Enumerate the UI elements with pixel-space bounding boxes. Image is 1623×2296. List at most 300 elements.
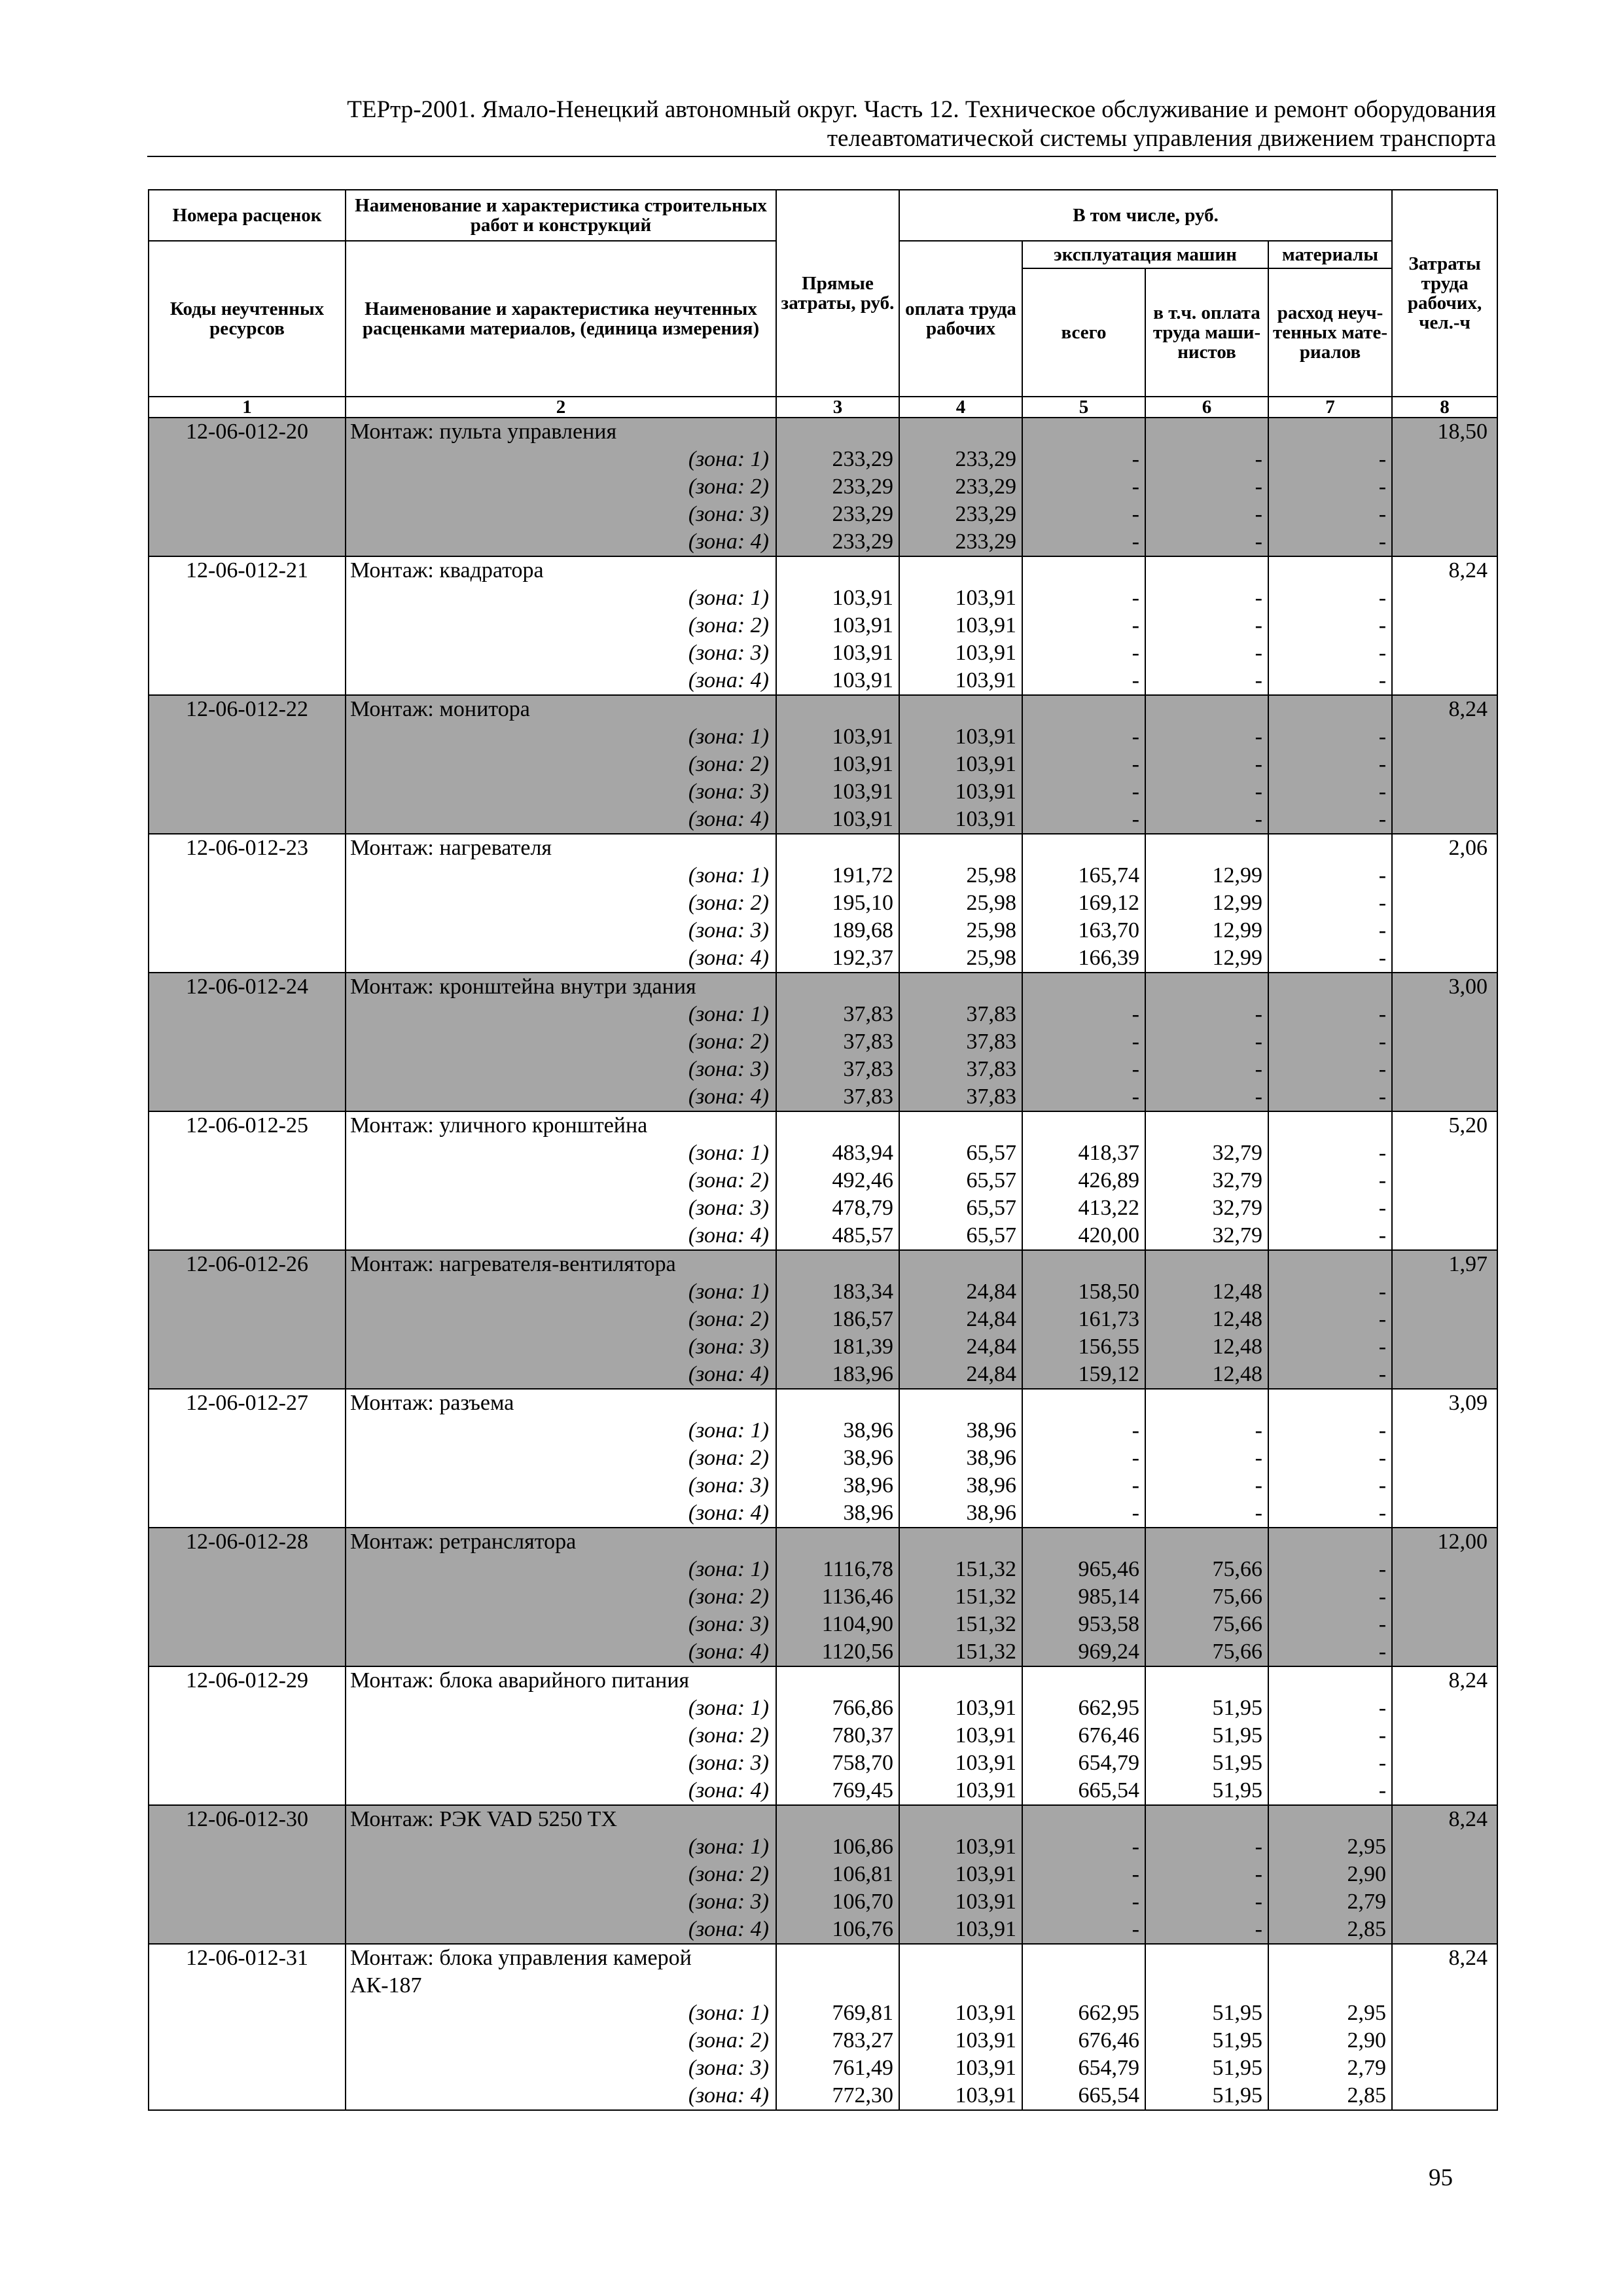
empty-cell xyxy=(1268,834,1392,862)
empty-cell xyxy=(149,1583,346,1611)
worker-pay: 38,96 xyxy=(899,1417,1022,1444)
empty-cell xyxy=(1145,1972,1268,2000)
header-worker-pay: оплата труда рабочих xyxy=(899,241,1022,397)
empty-cell xyxy=(1392,2082,1497,2110)
empty-cell xyxy=(1268,1805,1392,1833)
direct-costs: 780,37 xyxy=(776,1722,899,1749)
table-row xyxy=(149,1722,1497,1749)
material-consumption: - xyxy=(1268,1556,1392,1583)
empty-cell xyxy=(1022,1972,1145,2000)
zone-label: (зона: 1) xyxy=(346,446,776,473)
worker-pay: 37,83 xyxy=(899,1028,1022,1056)
machinist-pay: - xyxy=(1145,1056,1268,1083)
machinist-pay: - xyxy=(1145,1444,1268,1472)
machines-total: - xyxy=(1022,667,1145,695)
empty-cell xyxy=(1145,973,1268,1001)
empty-cell xyxy=(1392,1333,1497,1361)
machinist-pay: - xyxy=(1145,1083,1268,1111)
direct-costs: 233,29 xyxy=(776,501,899,528)
header-machines-total: всего xyxy=(1022,268,1145,397)
empty-cell xyxy=(1022,556,1145,584)
zone-label: (зона: 2) xyxy=(346,473,776,501)
worker-pay: 37,83 xyxy=(899,1056,1022,1083)
material-consumption: - xyxy=(1268,751,1392,778)
empty-cell xyxy=(149,1194,346,1222)
direct-costs: 761,49 xyxy=(776,2054,899,2082)
machines-total: 665,54 xyxy=(1022,2082,1145,2110)
machines-total: - xyxy=(1022,473,1145,501)
empty-cell xyxy=(1392,667,1497,695)
table-row xyxy=(149,639,1497,667)
table-row xyxy=(149,1944,1497,1972)
worker-pay: 103,91 xyxy=(899,1695,1022,1722)
zone-label: (зона: 2) xyxy=(346,751,776,778)
page-header xyxy=(147,96,1496,153)
direct-costs: 106,70 xyxy=(776,1888,899,1916)
machines-total: 662,95 xyxy=(1022,2000,1145,2027)
empty-cell xyxy=(776,1666,899,1695)
table-row xyxy=(149,1333,1497,1361)
empty-cell xyxy=(1145,1528,1268,1556)
empty-cell xyxy=(1392,473,1497,501)
work-name: Монтаж: ретранслятора xyxy=(346,1528,776,1556)
zone-label: (зона: 4) xyxy=(346,1083,776,1111)
machines-total: 156,55 xyxy=(1022,1333,1145,1361)
worker-pay: 65,57 xyxy=(899,1194,1022,1222)
rate-code: 12-06-012-22 xyxy=(149,695,346,723)
table-row xyxy=(149,1749,1497,1777)
rate-group xyxy=(149,418,1497,556)
empty-cell xyxy=(899,834,1022,862)
material-consumption: - xyxy=(1268,1749,1392,1777)
material-consumption: - xyxy=(1268,723,1392,751)
worker-pay: 65,57 xyxy=(899,1222,1022,1250)
empty-cell xyxy=(1392,1306,1497,1333)
rate-group xyxy=(149,973,1497,1111)
empty-cell xyxy=(899,1250,1022,1278)
empty-cell xyxy=(149,1749,346,1777)
empty-cell xyxy=(1392,1638,1497,1666)
material-consumption: - xyxy=(1268,1306,1392,1333)
empty-cell xyxy=(1392,778,1497,806)
zone-label: (зона: 3) xyxy=(346,1888,776,1916)
machinist-pay: 12,48 xyxy=(1145,1278,1268,1306)
machines-total: 965,46 xyxy=(1022,1556,1145,1583)
direct-costs: 106,81 xyxy=(776,1861,899,1888)
worker-pay: 103,91 xyxy=(899,1861,1022,1888)
table-row xyxy=(149,556,1497,584)
empty-cell xyxy=(149,1306,346,1333)
material-consumption: - xyxy=(1268,639,1392,667)
empty-cell xyxy=(1392,1056,1497,1083)
rate-code: 12-06-012-30 xyxy=(149,1805,346,1833)
empty-cell xyxy=(149,1888,346,1916)
machinist-pay: 51,95 xyxy=(1145,2000,1268,2027)
material-consumption: - xyxy=(1268,1139,1392,1167)
machines-total: 158,50 xyxy=(1022,1278,1145,1306)
table-row xyxy=(149,1167,1497,1194)
empty-cell xyxy=(1392,584,1497,612)
worker-pay: 25,98 xyxy=(899,944,1022,973)
zone-label: (зона: 2) xyxy=(346,612,776,639)
empty-cell xyxy=(1022,1250,1145,1278)
material-consumption: - xyxy=(1268,1417,1392,1444)
worker-pay: 151,32 xyxy=(899,1583,1022,1611)
direct-costs: 192,37 xyxy=(776,944,899,973)
machines-total: 166,39 xyxy=(1022,944,1145,973)
empty-cell xyxy=(149,1556,346,1583)
table-row xyxy=(149,917,1497,944)
empty-cell xyxy=(1145,695,1268,723)
direct-costs: 1116,78 xyxy=(776,1556,899,1583)
machinist-pay: 51,95 xyxy=(1145,2054,1268,2082)
empty-cell xyxy=(149,1722,346,1749)
rates-table xyxy=(148,189,1498,2111)
material-consumption: - xyxy=(1268,1194,1392,1222)
material-consumption: - xyxy=(1268,1638,1392,1666)
work-name: Монтаж: нагревателя-вентилятора xyxy=(346,1250,776,1278)
empty-cell xyxy=(1392,2054,1497,2082)
material-consumption: 2,95 xyxy=(1268,2000,1392,2027)
rate-code: 12-06-012-23 xyxy=(149,834,346,862)
worker-pay: 103,91 xyxy=(899,584,1022,612)
empty-cell xyxy=(1022,1666,1145,1695)
table-row xyxy=(149,1111,1497,1139)
empty-cell xyxy=(149,1695,346,1722)
worker-pay: 37,83 xyxy=(899,1083,1022,1111)
rate-code: 12-06-012-27 xyxy=(149,1389,346,1417)
table-row xyxy=(149,446,1497,473)
empty-cell xyxy=(776,973,899,1001)
header-machinist-pay: в т.ч. оплата труда маши-нистов xyxy=(1145,268,1268,397)
material-consumption: - xyxy=(1268,1028,1392,1056)
empty-cell xyxy=(776,1972,899,2000)
header-labor-costs: Затраты труда рабочих, чел.-ч xyxy=(1392,190,1497,397)
empty-cell xyxy=(149,1001,346,1028)
material-consumption: - xyxy=(1268,1361,1392,1389)
worker-pay: 65,57 xyxy=(899,1139,1022,1167)
empty-cell xyxy=(899,418,1022,446)
header-including: В том числе, руб. xyxy=(899,190,1392,241)
table-row xyxy=(149,973,1497,1001)
machinist-pay: 75,66 xyxy=(1145,1611,1268,1638)
material-consumption: - xyxy=(1268,473,1392,501)
empty-cell xyxy=(1392,889,1497,917)
empty-cell xyxy=(149,612,346,639)
direct-costs: 195,10 xyxy=(776,889,899,917)
direct-costs: 103,91 xyxy=(776,751,899,778)
zone-label: (зона: 4) xyxy=(346,1222,776,1250)
zone-label: (зона: 4) xyxy=(346,1499,776,1528)
worker-pay: 24,84 xyxy=(899,1306,1022,1333)
machines-total: 953,58 xyxy=(1022,1611,1145,1638)
empty-cell xyxy=(149,889,346,917)
material-consumption: - xyxy=(1268,667,1392,695)
table-row xyxy=(149,2027,1497,2054)
material-consumption: - xyxy=(1268,1777,1392,1805)
zone-label: (зона: 2) xyxy=(346,2027,776,2054)
table-row xyxy=(149,834,1497,862)
empty-cell xyxy=(1145,834,1268,862)
zone-label: (зона: 1) xyxy=(346,1417,776,1444)
empty-cell xyxy=(149,1167,346,1194)
col-number: 2 xyxy=(346,397,776,418)
empty-cell xyxy=(149,1333,346,1361)
zone-label: (зона: 4) xyxy=(346,806,776,834)
empty-cell xyxy=(1268,1250,1392,1278)
empty-cell xyxy=(149,723,346,751)
labor-cost: 18,50 xyxy=(1392,418,1497,446)
empty-cell xyxy=(1392,1222,1497,1250)
header-resource-codes: Коды неучтенных ресурсов xyxy=(149,241,346,397)
empty-cell xyxy=(776,695,899,723)
empty-cell xyxy=(1145,1666,1268,1695)
machinist-pay: 32,79 xyxy=(1145,1139,1268,1167)
empty-cell xyxy=(1022,1528,1145,1556)
empty-cell xyxy=(776,1389,899,1417)
worker-pay: 103,91 xyxy=(899,723,1022,751)
direct-costs: 769,81 xyxy=(776,2000,899,2027)
empty-cell xyxy=(1145,1944,1268,1972)
table-row xyxy=(149,1583,1497,1611)
empty-cell xyxy=(149,1028,346,1056)
zone-label: (зона: 2) xyxy=(346,889,776,917)
machinist-pay: 32,79 xyxy=(1145,1167,1268,1194)
header-machine-operation: эксплуатация машин xyxy=(1022,241,1268,268)
empty-cell xyxy=(149,1361,346,1389)
worker-pay: 151,32 xyxy=(899,1611,1022,1638)
zone-label: (зона: 1) xyxy=(346,1001,776,1028)
worker-pay: 103,91 xyxy=(899,1722,1022,1749)
empty-cell xyxy=(149,1638,346,1666)
machinist-pay: - xyxy=(1145,1833,1268,1861)
labor-cost: 2,06 xyxy=(1392,834,1497,862)
table-row xyxy=(149,751,1497,778)
machinist-pay: - xyxy=(1145,1472,1268,1499)
labor-cost: 3,09 xyxy=(1392,1389,1497,1417)
direct-costs: 37,83 xyxy=(776,1056,899,1083)
material-consumption: - xyxy=(1268,1278,1392,1306)
empty-cell xyxy=(1145,1389,1268,1417)
zone-label: (зона: 3) xyxy=(346,1472,776,1499)
empty-cell xyxy=(149,2000,346,2027)
table-row xyxy=(149,1250,1497,1278)
rate-group xyxy=(149,1250,1497,1389)
table-row xyxy=(149,612,1497,639)
table-row xyxy=(149,418,1497,446)
worker-pay: 103,91 xyxy=(899,639,1022,667)
table-row xyxy=(149,584,1497,612)
empty-cell xyxy=(776,1528,899,1556)
machinist-pay: - xyxy=(1145,528,1268,556)
empty-cell xyxy=(149,446,346,473)
empty-cell xyxy=(899,556,1022,584)
machines-total: 159,12 xyxy=(1022,1361,1145,1389)
machinist-pay: 12,48 xyxy=(1145,1333,1268,1361)
empty-cell xyxy=(1392,1722,1497,1749)
table-row xyxy=(149,2000,1497,2027)
material-consumption: - xyxy=(1268,1611,1392,1638)
zone-label: (зона: 2) xyxy=(346,1306,776,1333)
empty-cell xyxy=(1268,695,1392,723)
machines-total: 420,00 xyxy=(1022,1222,1145,1250)
rate-group xyxy=(149,1805,1497,1944)
direct-costs: 183,96 xyxy=(776,1361,899,1389)
labor-cost: 8,24 xyxy=(1392,556,1497,584)
direct-costs: 106,86 xyxy=(776,1833,899,1861)
empty-cell xyxy=(149,1472,346,1499)
machinist-pay: 75,66 xyxy=(1145,1583,1268,1611)
direct-costs: 38,96 xyxy=(776,1444,899,1472)
zone-label: (зона: 1) xyxy=(346,862,776,889)
zone-label: (зона: 4) xyxy=(346,1777,776,1805)
direct-costs: 233,29 xyxy=(776,528,899,556)
empty-cell xyxy=(149,639,346,667)
worker-pay: 38,96 xyxy=(899,1472,1022,1499)
zone-label: (зона: 3) xyxy=(346,1056,776,1083)
direct-costs: 772,30 xyxy=(776,2082,899,2110)
work-name: Монтаж: монитора xyxy=(346,695,776,723)
empty-cell xyxy=(899,1389,1022,1417)
machinist-pay: - xyxy=(1145,1499,1268,1528)
worker-pay: 103,91 xyxy=(899,1916,1022,1944)
zone-label: (зона: 3) xyxy=(346,639,776,667)
labor-cost: 8,24 xyxy=(1392,1666,1497,1695)
table-row xyxy=(149,1638,1497,1666)
worker-pay: 103,91 xyxy=(899,2082,1022,2110)
empty-cell xyxy=(1392,1361,1497,1389)
machines-total: 654,79 xyxy=(1022,1749,1145,1777)
empty-cell xyxy=(899,1972,1022,2000)
material-consumption: - xyxy=(1268,778,1392,806)
machines-total: - xyxy=(1022,1499,1145,1528)
material-consumption: - xyxy=(1268,944,1392,973)
worker-pay: 103,91 xyxy=(899,778,1022,806)
material-consumption: - xyxy=(1268,1499,1392,1528)
material-consumption: 2,90 xyxy=(1268,2027,1392,2054)
zone-label: (зона: 1) xyxy=(346,1278,776,1306)
worker-pay: 103,91 xyxy=(899,612,1022,639)
table-row xyxy=(149,1083,1497,1111)
machinist-pay: 12,99 xyxy=(1145,889,1268,917)
empty-cell xyxy=(1392,1499,1497,1528)
direct-costs: 186,57 xyxy=(776,1306,899,1333)
zone-label: (зона: 2) xyxy=(346,1583,776,1611)
empty-cell xyxy=(149,751,346,778)
machines-total: - xyxy=(1022,1028,1145,1056)
worker-pay: 24,84 xyxy=(899,1361,1022,1389)
header-materials: материалы xyxy=(1268,241,1392,268)
empty-cell xyxy=(1392,1972,1497,2000)
col-number: 4 xyxy=(899,397,1022,418)
direct-costs: 37,83 xyxy=(776,1001,899,1028)
empty-cell xyxy=(1392,1833,1497,1861)
rate-code: 12-06-012-21 xyxy=(149,556,346,584)
material-consumption: - xyxy=(1268,612,1392,639)
empty-cell xyxy=(149,667,346,695)
empty-cell xyxy=(1392,2000,1497,2027)
empty-cell xyxy=(149,584,346,612)
empty-cell xyxy=(1392,2027,1497,2054)
direct-costs: 783,27 xyxy=(776,2027,899,2054)
empty-cell xyxy=(149,1417,346,1444)
machinist-pay: 51,95 xyxy=(1145,1777,1268,1805)
worker-pay: 103,91 xyxy=(899,1888,1022,1916)
rate-code: 12-06-012-29 xyxy=(149,1666,346,1695)
worker-pay: 103,91 xyxy=(899,2054,1022,2082)
material-consumption: - xyxy=(1268,862,1392,889)
zone-label: (зона: 4) xyxy=(346,944,776,973)
header-direct-costs: Прямые затраты, руб. xyxy=(776,190,899,397)
worker-pay: 103,91 xyxy=(899,751,1022,778)
rate-code: 12-06-012-25 xyxy=(149,1111,346,1139)
material-consumption: - xyxy=(1268,917,1392,944)
empty-cell xyxy=(149,1056,346,1083)
zone-label: (зона: 1) xyxy=(346,723,776,751)
machines-total: 676,46 xyxy=(1022,2027,1145,2054)
empty-cell xyxy=(776,834,899,862)
direct-costs: 769,45 xyxy=(776,1777,899,1805)
empty-cell xyxy=(1268,1389,1392,1417)
labor-cost: 8,24 xyxy=(1392,1944,1497,1972)
empty-cell xyxy=(1392,1167,1497,1194)
empty-cell xyxy=(776,418,899,446)
empty-cell xyxy=(149,778,346,806)
material-consumption: - xyxy=(1268,1333,1392,1361)
material-consumption: - xyxy=(1268,1056,1392,1083)
machinist-pay: - xyxy=(1145,1417,1268,1444)
machines-total: 413,22 xyxy=(1022,1194,1145,1222)
empty-cell xyxy=(149,2054,346,2082)
table-row xyxy=(149,695,1497,723)
machinist-pay: - xyxy=(1145,584,1268,612)
empty-cell xyxy=(1268,1972,1392,2000)
work-name: Монтаж: блока управления камерой xyxy=(346,1944,776,1972)
col-number: 5 xyxy=(1022,397,1145,418)
table-row xyxy=(149,1528,1497,1556)
empty-cell xyxy=(1145,1805,1268,1833)
empty-cell xyxy=(1022,695,1145,723)
empty-cell xyxy=(149,1916,346,1944)
empty-cell xyxy=(1145,1111,1268,1139)
table-row xyxy=(149,1056,1497,1083)
worker-pay: 233,29 xyxy=(899,446,1022,473)
machinist-pay: - xyxy=(1145,751,1268,778)
empty-cell xyxy=(1268,1944,1392,1972)
machinist-pay: 51,95 xyxy=(1145,2027,1268,2054)
worker-pay: 233,29 xyxy=(899,501,1022,528)
zone-label: (зона: 3) xyxy=(346,2054,776,2082)
empty-cell xyxy=(1145,418,1268,446)
header-line-1: ТЕРтр-2001. Ямало-Ненецкий автономный округ. Часть 12. Техническое обслуживание и ремонт оборудования xyxy=(347,96,1496,123)
table-row xyxy=(149,944,1497,973)
empty-cell xyxy=(1268,1666,1392,1695)
empty-cell xyxy=(149,917,346,944)
empty-cell xyxy=(1392,1139,1497,1167)
header-material-name: Наименование и характеристика неучтенных расценками материалов, (единица измерения) xyxy=(346,241,776,397)
rate-code: 12-06-012-20 xyxy=(149,418,346,446)
machinist-pay: - xyxy=(1145,639,1268,667)
machines-total: - xyxy=(1022,639,1145,667)
table-row xyxy=(149,723,1497,751)
machinist-pay: - xyxy=(1145,723,1268,751)
empty-cell xyxy=(1268,1528,1392,1556)
empty-cell xyxy=(149,862,346,889)
worker-pay: 103,91 xyxy=(899,1777,1022,1805)
rate-code: 12-06-012-24 xyxy=(149,973,346,1001)
machinist-pay: - xyxy=(1145,1028,1268,1056)
direct-costs: 38,96 xyxy=(776,1417,899,1444)
